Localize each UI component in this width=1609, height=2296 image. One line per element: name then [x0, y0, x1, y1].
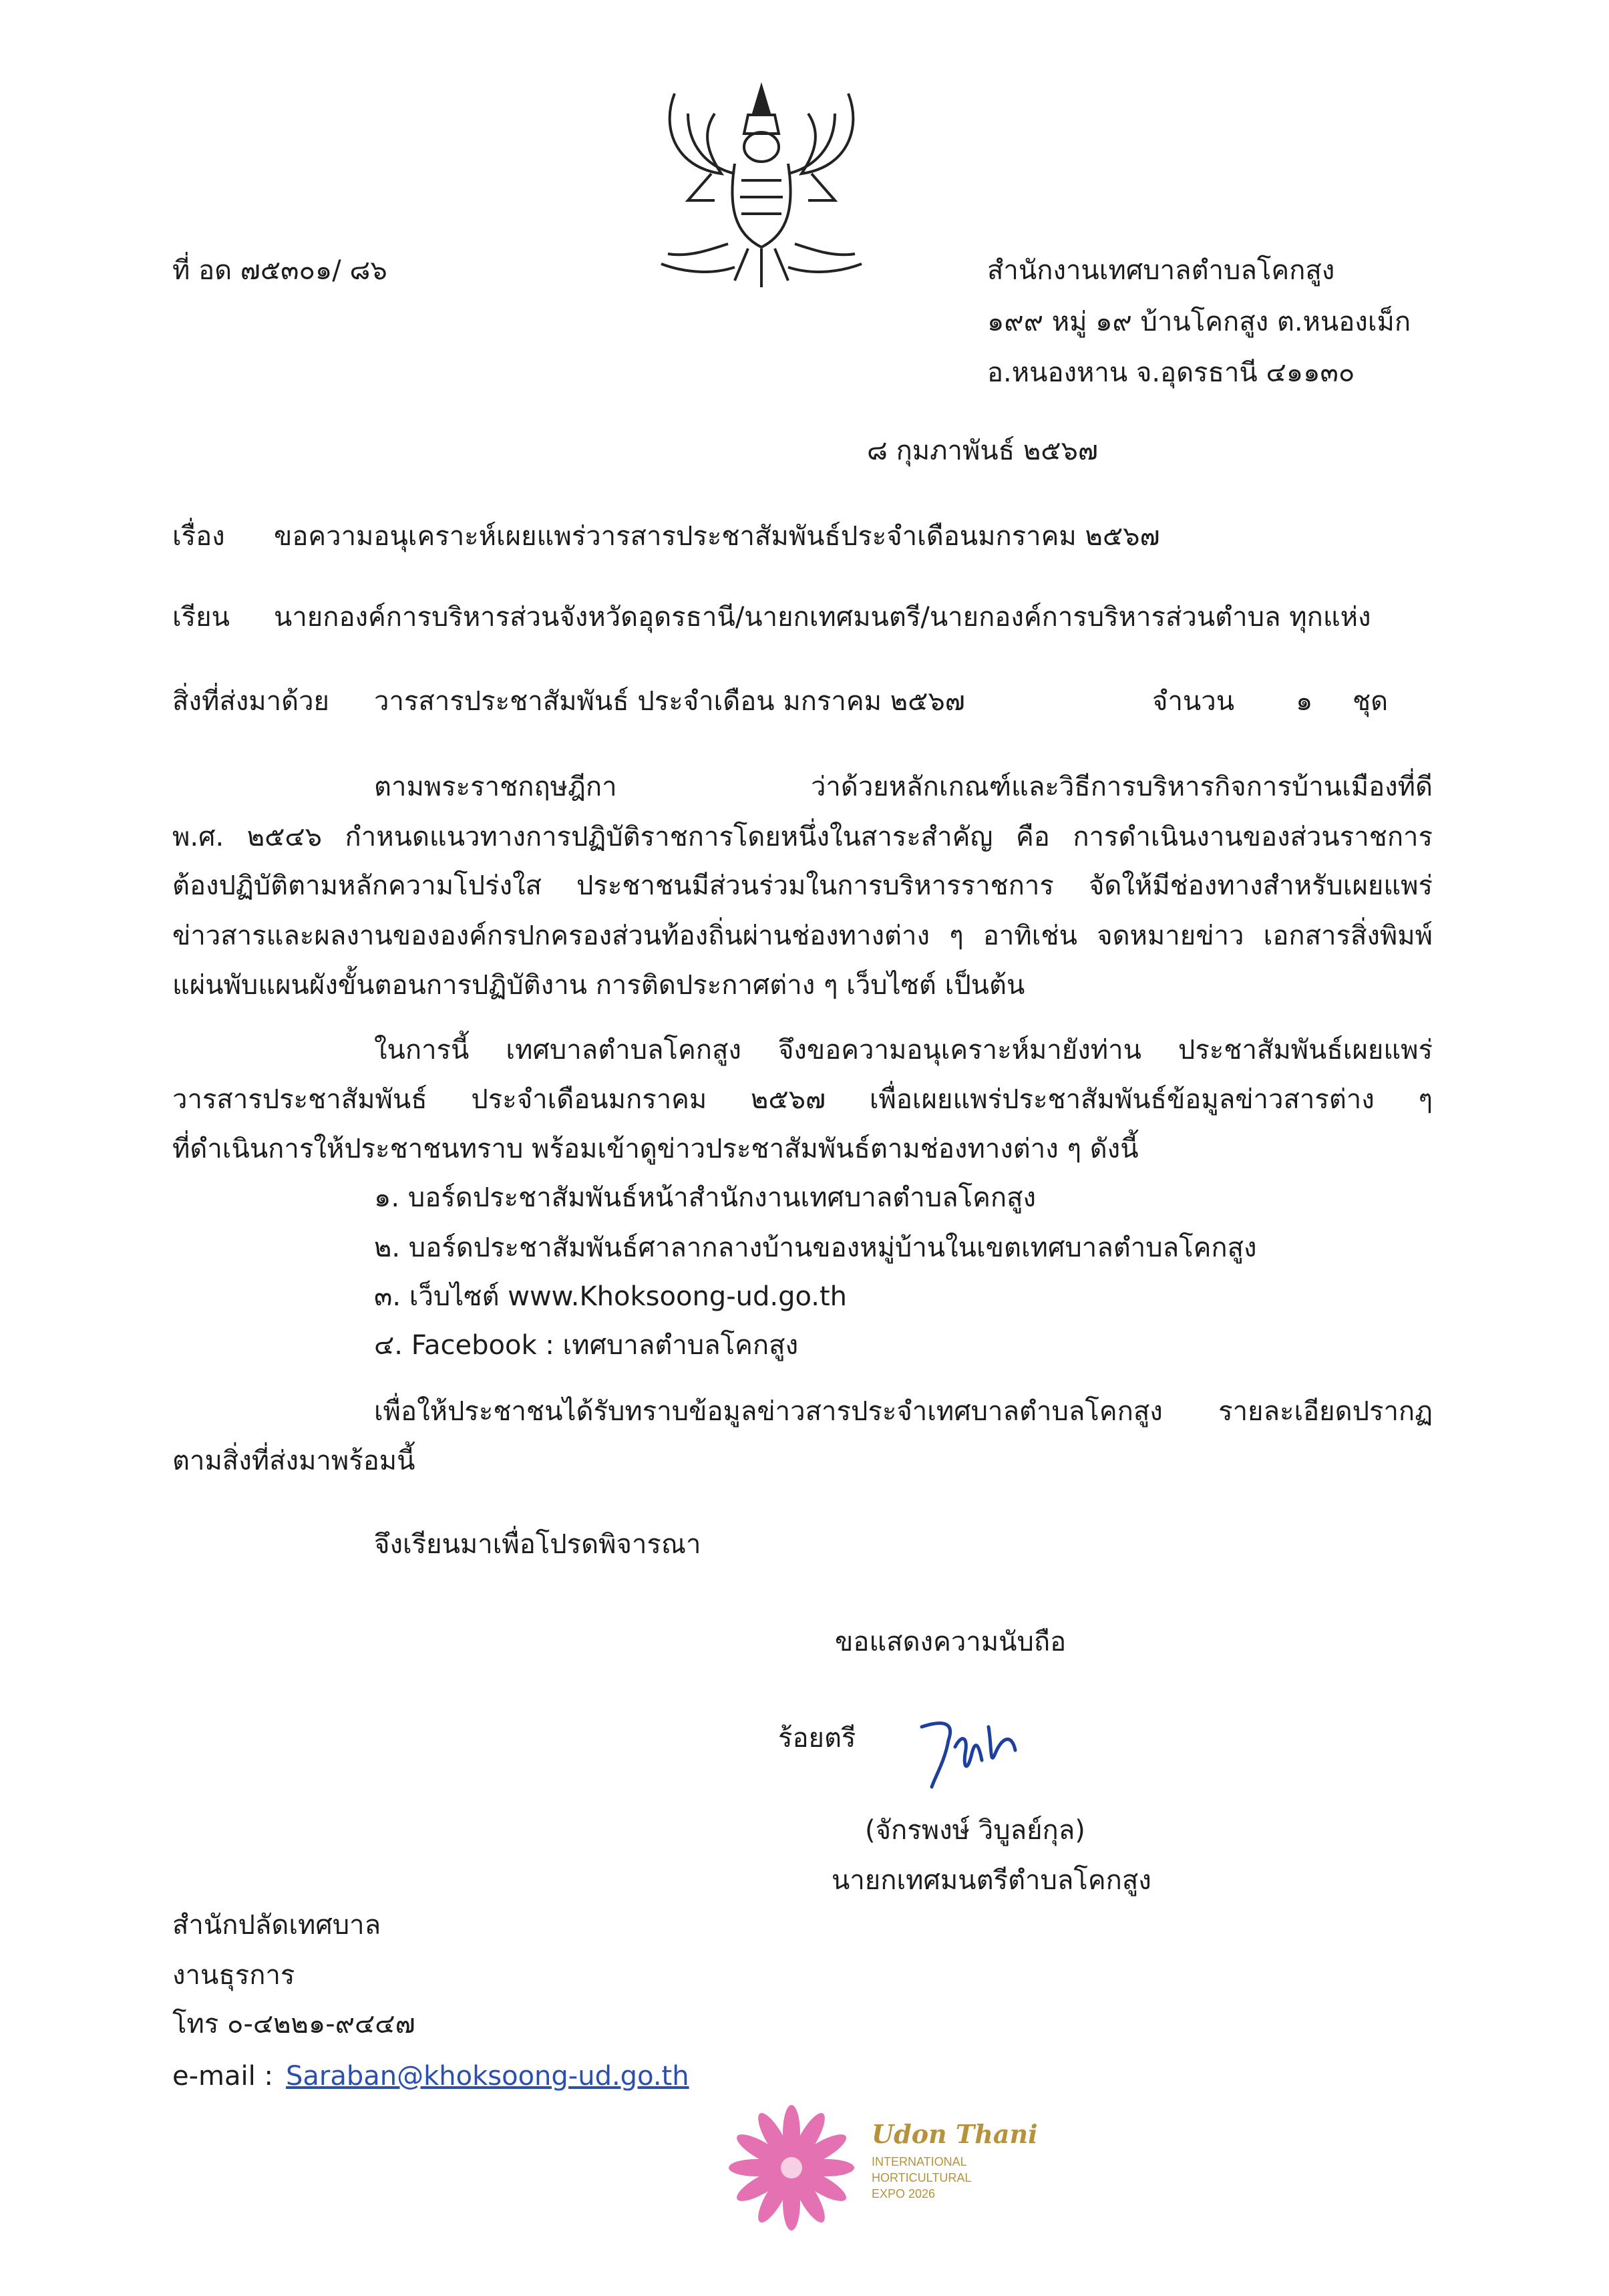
expo-line3: EXPO 2026	[872, 2187, 936, 2200]
footer-email-link[interactable]: Saraban@khoksoong-ud.go.th	[286, 2061, 689, 2092]
para2-line: ในการนี้ เทศบาลตำบลโคกสูง จึงขอความอนุเคราะห์มายังท่าน ประชาสัมพันธ์เผยแพร่	[374, 1035, 1433, 1065]
list-item: ๒. บอร์ดประชาสัมพันธ์ศาลากลางบ้านของหมู่บ้านในเขตเทศบาลตำบลโคกสูง	[374, 1233, 1257, 1263]
org-name: สำนักงานเทศบาลตำบลโคกสูง	[987, 255, 1335, 286]
para1-line: ต้องปฏิบัติตามหลักความโปร่งใส ประชาชนมีส่วนร่วมในการบริหารราชการ จัดให้มีช่องทางสำหรับเผยแพร่	[172, 870, 1433, 901]
para2-line: วารสารประชาสัมพันธ์ ประจำเดือนมกราคม ๒๕๖๗ เพื่อเผยแพร่ประชาสัมพันธ์ข้อมูลข่าวสารต่าง ๆ	[172, 1084, 1433, 1115]
para1-line: ตามพระราชกฤษฎีกา ว่าด้วยหลักเกณฑ์และวิธีการบริหารกิจการบ้านเมืองที่ดี	[374, 772, 1433, 802]
garuda-emblem	[648, 73, 875, 294]
enclosure-label: สิ่งที่ส่งมาด้วย	[172, 686, 329, 717]
subject-text: ขอความอนุเคราะห์เผยแพร่วารสารประชาสัมพันธ์ประจำเดือนมกราคม ๒๕๖๗	[274, 521, 1160, 552]
para1-line: พ.ศ. ๒๕๔๖ กำหนดแนวทางการปฏิบัติราชการโดยหนึ่งในสาระสำคัญ คือ การดำเนินงานของส่วนราชการ	[172, 822, 1433, 852]
signature	[915, 1713, 1029, 1800]
reference-number: ที่ อด ๗๕๓๐๑/ ๘๖	[172, 255, 387, 286]
subject-label: เรื่อง	[172, 521, 225, 552]
para3-line: เพื่อให้ประชาชนได้รับทราบข้อมูลข่าวสารประจำเทศบาลตำบลโคกสูง รายละเอียดปรากฏ	[374, 1396, 1433, 1427]
list-item: ๑. บอร์ดประชาสัมพันธ์หน้าสำนักงานเทศบาลตำบลโคกสูง	[374, 1182, 1037, 1213]
footer-email-label: e-mail :	[172, 2061, 273, 2092]
signer-name: (จักรพงษ์ วิบูลย์กุล)	[865, 1815, 1085, 1846]
enclosure-text: วารสารประชาสัมพันธ์ ประจำเดือน มกราคม ๒๕๖๗	[374, 686, 965, 717]
org-address-line1: ๑๙๙ หมู่ ๑๙ บ้านโคกสูง ต.หนองเม็ก	[987, 307, 1411, 337]
para1-line: แผ่นพับแผนผังขั้นตอนการปฏิบัติงาน การติดประกาศต่าง ๆ เว็บไซต์ เป็นต้น	[172, 970, 1025, 1001]
expo-line1: INTERNATIONAL	[872, 2155, 967, 2168]
list-item: ๓. เว็บไซต์ www.Khoksoong-ud.go.th	[374, 1281, 847, 1312]
closing-regards: ขอแสดงความนับถือ	[835, 1627, 1067, 1657]
org-address-line2: อ.หนองหาน จ.อุดรธานี ๔๑๑๓๐	[987, 357, 1355, 388]
expo-line2: HORTICULTURAL	[872, 2171, 972, 2184]
enclosure-qty-label: จำนวน	[1152, 686, 1235, 717]
footer-office: สำนักปลัดเทศบาล	[172, 1910, 381, 1941]
recipient-label: เรียน	[172, 602, 230, 633]
recipient-text: นายกองค์การบริหารส่วนจังหวัดอุดรธานี/นายกเทศมนตรี/นายกองค์การบริหารส่วนตำบล ทุกแห่ง	[274, 602, 1371, 633]
para3-line: ตามสิ่งที่ส่งมาพร้อมนี้	[172, 1446, 415, 1476]
para2-line: ที่ดำเนินการให้ประชาชนทราบ พร้อมเข้าดูข่าวประชาสัมพันธ์ตามช่องทางต่าง ๆ ดังนี้	[172, 1134, 1139, 1164]
para1-line: ข่าวสารและผลงานขององค์กรปกครองส่วนท้องถิ่นผ่านช่องทางต่าง ๆ อาทิเช่น จดหมายข่าว เอกสารสิ่งพิมพ์	[172, 921, 1433, 951]
enclosure-qty-value: ๑	[1296, 686, 1313, 717]
signer-position: นายกเทศมนตรีตำบลโคกสูง	[832, 1865, 1151, 1896]
enclosure-qty-unit: ชุด	[1353, 686, 1389, 717]
letter-date: ๘ กุมภาพันธ์ ๒๕๖๗	[867, 436, 1098, 466]
expo-script-title: Udon Thani	[872, 2119, 1038, 2149]
footer-phone: โทร ๐-๔๒๒๑-๙๔๔๗	[172, 2009, 415, 2039]
footer-section: งานธุรการ	[172, 1960, 295, 1991]
list-item: ๔. Facebook : เทศบาลตำบลโคกสูง	[374, 1330, 799, 1361]
expo-logo	[728, 2104, 1075, 2238]
flower-icon	[729, 2105, 854, 2231]
closing-request: จึงเรียนมาเพื่อโปรดพิจารณา	[374, 1529, 701, 1560]
signer-rank: ร้อยตรี	[778, 1723, 856, 1754]
